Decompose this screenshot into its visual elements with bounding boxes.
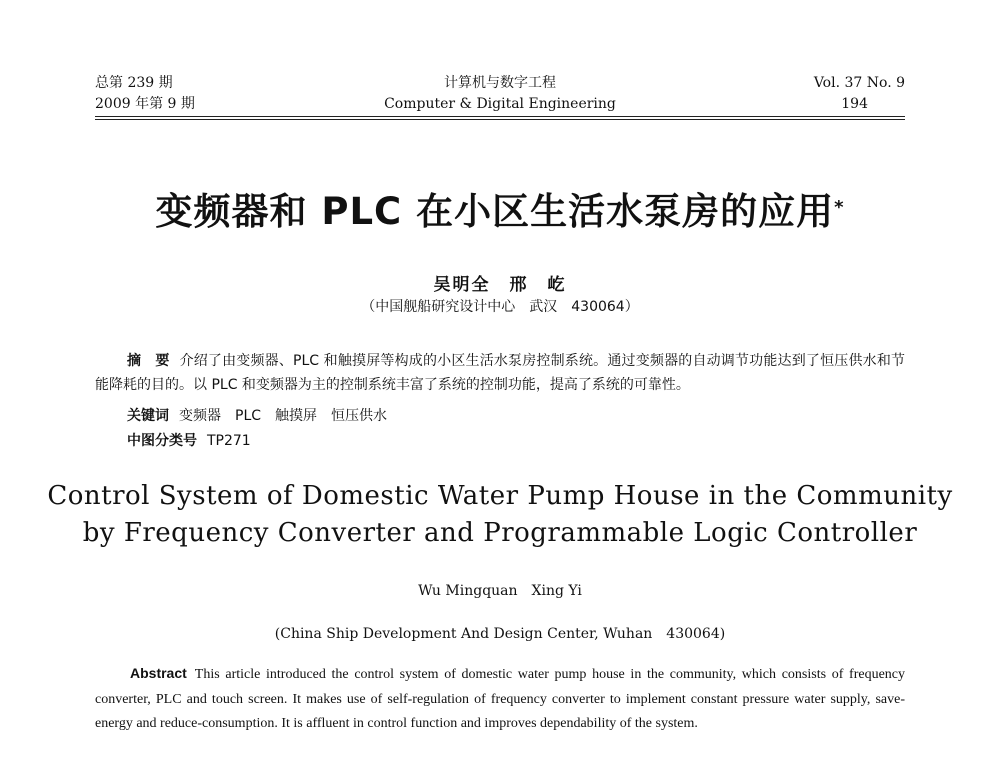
chinese-classification: [127, 430, 251, 450]
english-abstract-text: This article introduced the control system of domestic water pump house in the community, which consists of frequency converter, PLC and touch screen. It makes use of self-regulation of frequency converter to implement constant pressure water supply, save-energy and reduce-consumption. It is affluent in control function and improves dependability of the system.: [95, 667, 905, 731]
english-affiliation: (China Ship Development And Design Center, Wuhan 430064): [274, 626, 726, 642]
journal-name-en: Computer & Digital Engineering: [384, 96, 616, 112]
issue-year-number: 2009 年第 9 期: [95, 96, 195, 112]
header-rule-top: [95, 116, 905, 117]
chinese-abstract: [95, 349, 905, 397]
chinese-keywords-text: 变频器 PLC 触摸屏 恒压供水: [179, 408, 388, 424]
chinese-abstract-label: 摘 要: [127, 353, 170, 369]
chinese-classification-label: 中图分类号: [127, 433, 197, 449]
english-abstract-label: Abstract: [130, 665, 187, 681]
volume-number: Vol. 37 No. 9: [813, 75, 905, 91]
english-title: [0, 478, 1000, 552]
chinese-affiliation: （中国舰船研究设计中心 武汉 430064）: [361, 299, 639, 315]
journal-name-cn: 计算机与数字工程: [444, 75, 556, 91]
chinese-keywords-label: 关键词: [127, 408, 169, 424]
english-title-line2: by Frequency Converter and Programmable Logic Controller: [82, 518, 918, 548]
chinese-abstract-text: 介绍了由变频器、PLC 和触摸屏等构成的小区生活水泵房控制系统。通过变频器的自动调节功能达到了恒压供水和节能降耗的目的。以 PLC 和变频器为主的控制系统丰富了系统的控制功能，提高了系统的可靠性。: [95, 353, 906, 393]
english-abstract: [95, 661, 905, 737]
chinese-classification-text: TP271: [207, 433, 251, 449]
title-footnote-mark: *: [834, 197, 845, 218]
english-title-line1: Control System of Domestic Water Pump House in the Community: [47, 481, 953, 511]
header-rule-bottom: [95, 119, 905, 120]
page-number: 194: [841, 96, 868, 112]
chinese-keywords: [127, 405, 387, 425]
chinese-title: 变频器和 PLC 在小区生活水泵房的应用*: [155, 190, 845, 233]
english-authors: Wu Mingquan Xing Yi: [418, 583, 582, 599]
issue-total-number: 总第 239 期: [95, 75, 173, 91]
chinese-authors: 吴明全 邢 屹: [433, 275, 567, 295]
